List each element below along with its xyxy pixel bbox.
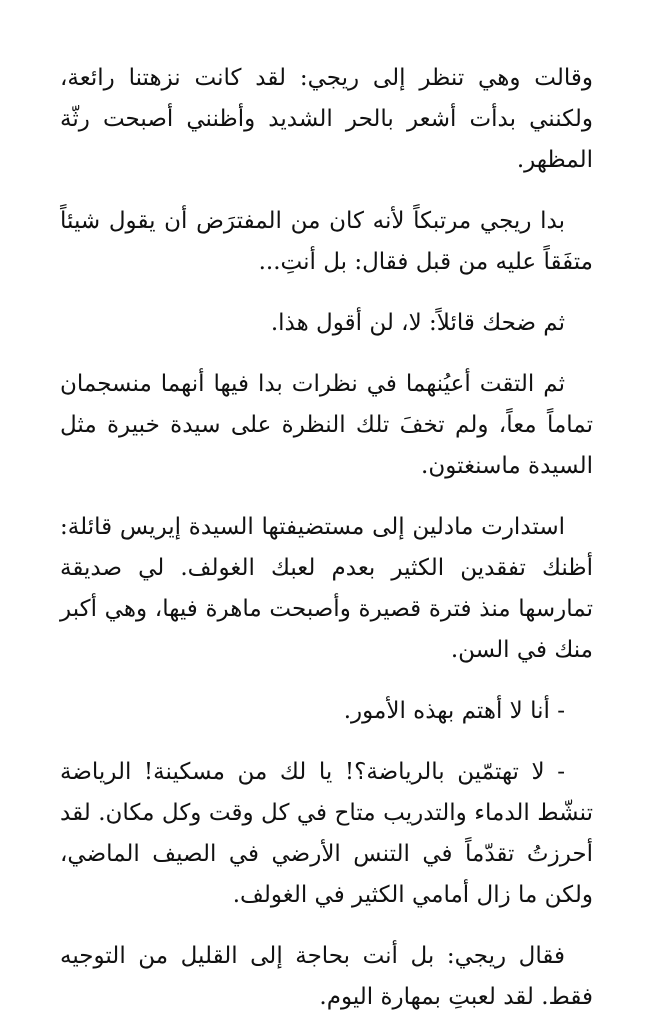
paragraph-2: بدا ريجي مرتبكاً لأنه كان من المفترَض أن يقول شيئاً متفَقاً عليه من قبل فقال: بل أنتِ... [60, 208, 593, 275]
paragraph-1: وقالت وهي تنظر إلى ريجي: لقد كانت نزهتنا رائعة، ولكنني بدأت أشعر بالحر الشديد وأظنني أصبحت رثّة المظهر. [60, 65, 593, 173]
paragraph-5: استدارت مادلين إلى مستضيفتها السيدة إيريس قائلة: أظنك تفقدين الكثير بعدم لعبك الغولف. لي صديقة تمارسها منذ فترة قصيرة وأصبحت ماهرة فيها، وهي أكبر منك في السن. [60, 514, 593, 663]
paragraph-7: - لا تهتمّين بالرياضة؟! يا لك من مسكينة! الرياضة تنشّط الدماء والتدريب متاح في كل وقت وكل مكان. لقد أحرزتُ تقدّماً في التنس الأرضي في الصيف الماضي، ولكن ما زال أمامي الكثير في الغولف. [60, 759, 593, 908]
paragraph-6: - أنا لا أهتم بهذه الأمور. [343, 698, 565, 724]
paragraph-3: ثم ضحك قائلاً: لا، لن أقول هذا. [270, 310, 565, 336]
paragraph-4: ثم التقت أعيُنهما في نظرات بدا فيها أنهما منسجمان تماماً معاً، ولم تخفَ تلك النظرة على سيدة خبيرة مثل السيدة ماسنغتون. [60, 371, 593, 479]
paragraph-8: فقال ريجي: بل أنت بحاجة إلى القليل من التوجيه فقط. لقد لعبتِ بمهارة اليوم. [60, 943, 593, 1010]
book-page [60, 58, 593, 1010]
